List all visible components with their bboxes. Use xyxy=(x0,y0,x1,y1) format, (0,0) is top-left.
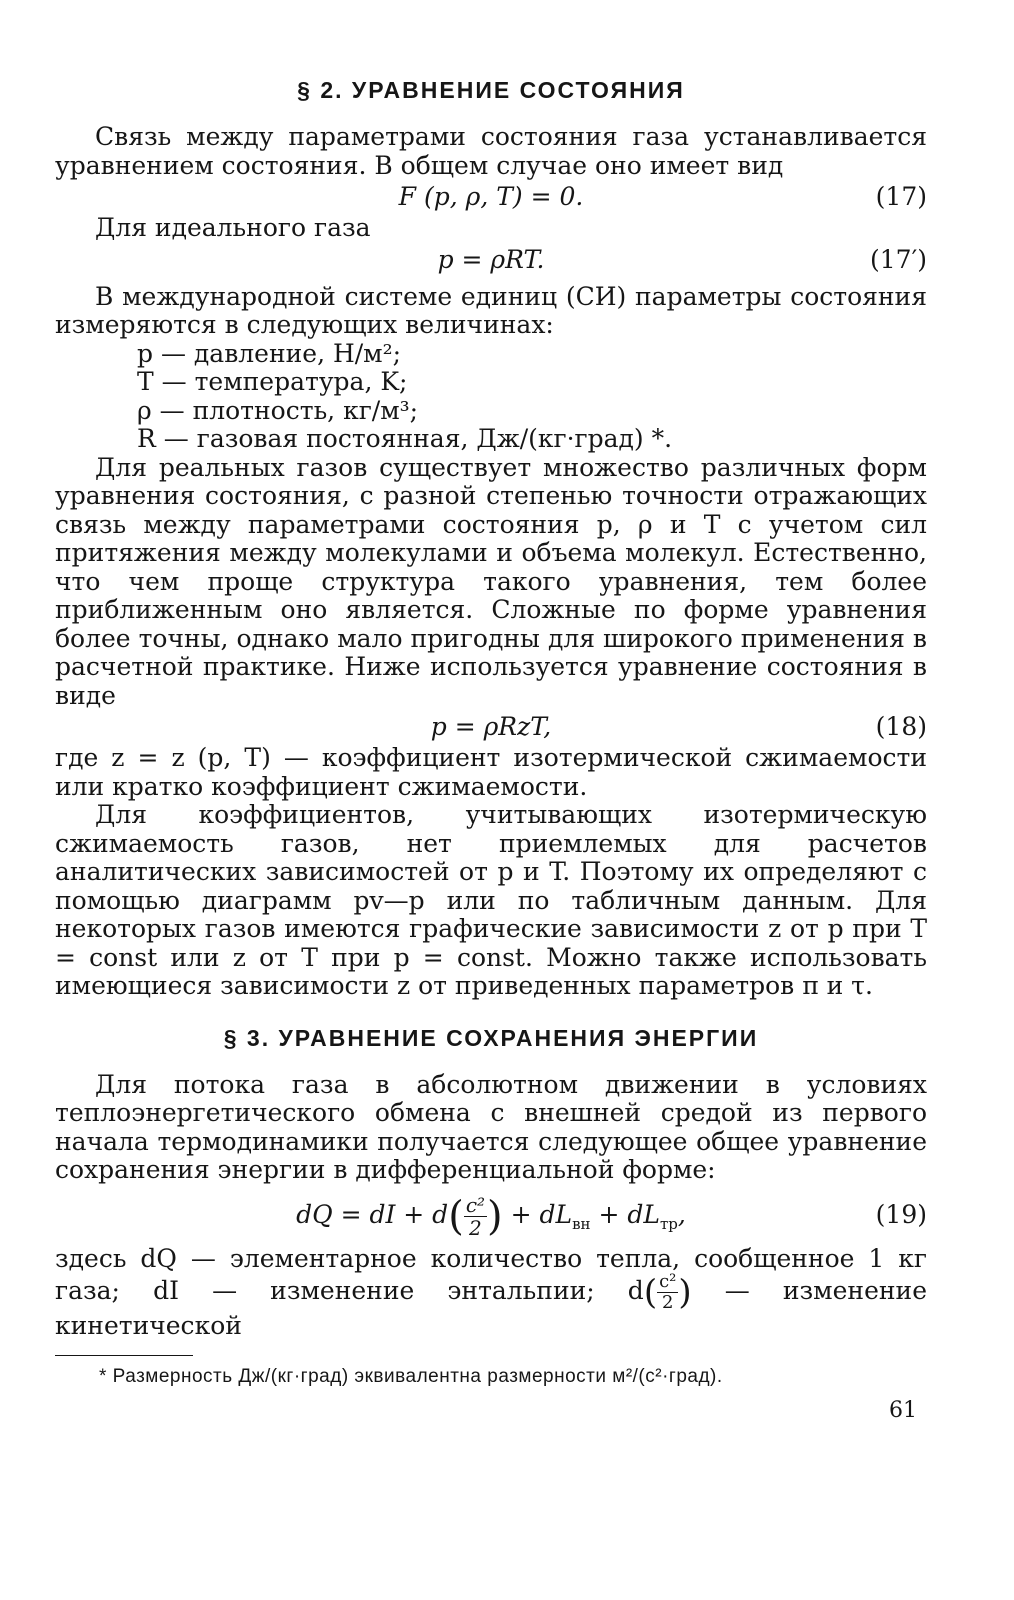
formula-part: + dL xyxy=(502,1199,573,1229)
equation-19 xyxy=(55,1185,927,1245)
paren-open: ( xyxy=(643,1272,658,1313)
equation-formula: p = ρRT. xyxy=(437,244,545,274)
paren-open: ( xyxy=(448,1193,464,1239)
equation-formula: p = ρRzT, xyxy=(430,712,552,741)
page-number: 61 xyxy=(889,1397,917,1423)
fraction xyxy=(657,1273,678,1312)
text-part: здесь dQ — элементарное количество тепла, сообщенное 1 кг газа; dI — изменение энтальпии; d xyxy=(55,1243,927,1305)
equation-formula: F (p, ρ, T) = 0. xyxy=(398,182,584,211)
paragraph: В международной системе единиц (СИ) параметры состояния измеряются в следующих величинах: xyxy=(55,281,927,339)
unit-item: R — газовая постоянная, Дж/(кг·град) *. xyxy=(137,424,673,453)
paragraph: Связь между параметрами состояния газа устанавливается уравнением состояния. В общем случае оно имеет вид xyxy=(55,122,927,180)
equation-17-prime xyxy=(55,243,927,277)
section-2-heading: § 2. УРАВНЕНИЕ СОСТОЯНИЯ xyxy=(297,77,685,103)
formula-part: , xyxy=(677,1199,686,1229)
equation-18 xyxy=(55,710,927,744)
equation-17 xyxy=(55,180,927,214)
equation-number: (17′) xyxy=(870,244,927,274)
unit-item: ρ — плотность, кг/м³; xyxy=(137,395,419,425)
paragraph: Для идеального газа xyxy=(95,213,371,242)
equation-number: (19) xyxy=(875,1199,927,1229)
page xyxy=(55,75,927,1423)
fraction-numerator: c² xyxy=(659,1271,677,1292)
fraction xyxy=(464,1192,487,1240)
paren-close: ) xyxy=(678,1272,692,1313)
equation-number: (18) xyxy=(875,712,927,741)
formula-part: + dL xyxy=(590,1199,660,1229)
paren-close: ) xyxy=(487,1193,503,1239)
section-3-heading: § 3. УРАВНЕНИЕ СОХРАНЕНИЯ ЭНЕРГИИ xyxy=(223,1024,759,1051)
text-part: — изменение кинетической xyxy=(55,1276,927,1340)
footnote-rule xyxy=(55,1355,193,1356)
subscript: вн xyxy=(572,1214,591,1233)
equation-number: (17) xyxy=(875,182,927,211)
unit-item: T — температура, K; xyxy=(137,367,408,396)
fraction-denominator: 2 xyxy=(469,1215,482,1240)
footnote: * Размерность Дж/(кг·град) эквивалентна размерности м²/(с²·град). xyxy=(99,1365,723,1387)
paragraph xyxy=(55,1245,927,1341)
paragraph: Для коэффициентов, учитывающих изотермическую сжимаемость газов, нет приемлемых для расчетов аналитических зависимостей от p и T. Поэтому их определяют с помощью диаграмм pv—p или по табличным данным. Для некоторых газов имеются графические зависимости z от p при T = const или z от T при p = const. Можно также использовать имеющиеся зависимости z от приведенных параметров π и τ. xyxy=(55,800,927,1000)
fraction-numerator: c² xyxy=(465,1192,486,1217)
paragraph: Для реальных газов существует множество различных форм уравнения состояния, с разной степенью точности отражающих связь между параметрами состояния p, ρ и T с учетом сил притяжения между молекулами и объема молекул. Естественно, что чем проще структура такого уравнения, тем более приближенным оно является. Сложные по форме уравнения более точны, однако мало пригодны для широкого применения в расчетной практике. Ниже используется уравнение состояния в виде xyxy=(55,452,927,710)
fraction-denominator: 2 xyxy=(662,1292,674,1313)
unit-item: p — давление, Н/м²; xyxy=(137,338,402,368)
equation-formula xyxy=(55,1185,927,1254)
paragraph: где z = z (p, T) — коэффициент изотермической сжимаемости или кратко коэффициент сжимаемости. xyxy=(55,743,927,801)
subscript: тр xyxy=(660,1214,678,1233)
formula-part: dQ = dI + d xyxy=(296,1199,449,1229)
paragraph: Для потока газа в абсолютном движении в условиях теплоэнергетического обмена с внешней средой из первого начала термодинамики получается следующее общее уравнение сохранения энергии в дифференциальной форме: xyxy=(55,1069,927,1184)
